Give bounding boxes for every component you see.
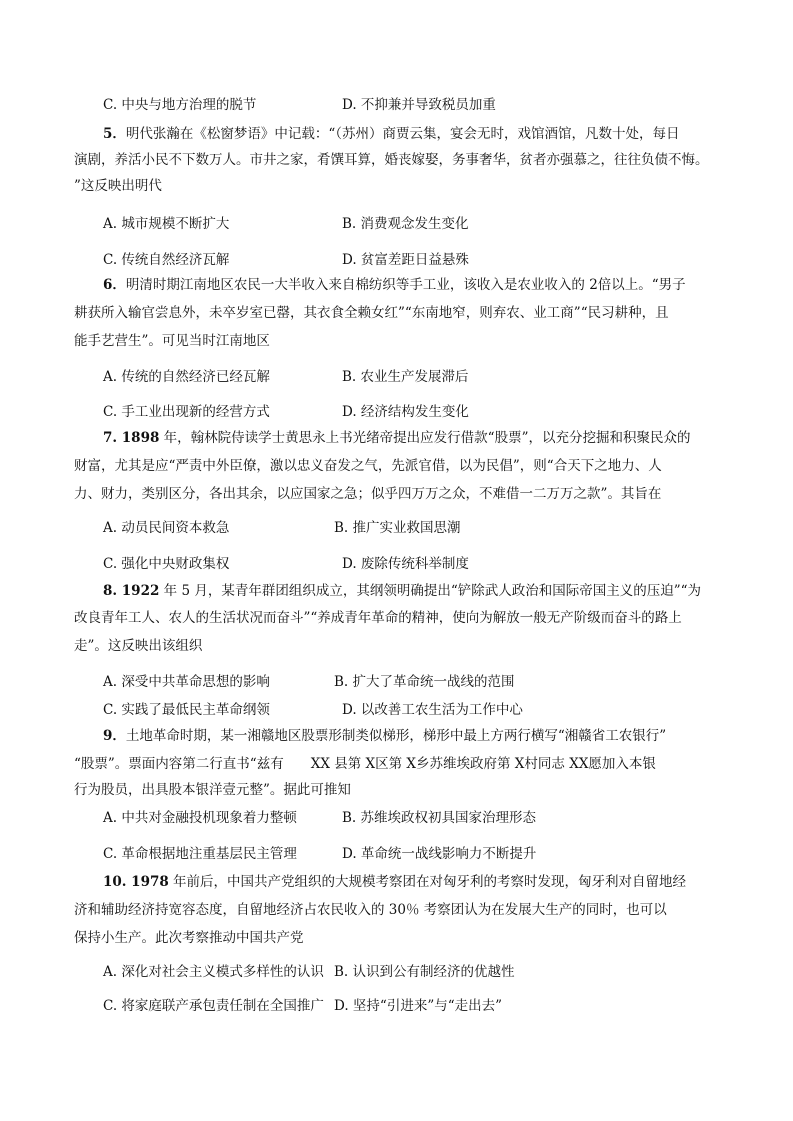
q8-option-d[interactable]: D. 以改善工农生活为工作中心 [342, 702, 523, 718]
question-7-line-2: 财富，尤其是应“严责中外臣僚，激以忠义奋发之气，先派官借，以为民倡”，则“合天下之地力、人 [74, 458, 662, 474]
q4-option-c[interactable]: C. 中央与地方治理的脱节 [103, 97, 257, 113]
q8-option-b[interactable]: B. 扩大了革命统一战线的范围 [334, 674, 515, 690]
question-5-line-2: 演剧，养活小民不下数万人。市井之家，肴馔耳算，婚丧嫁娶，务事奢华，贫者亦强慕之，往往负债不悔。 [74, 152, 709, 168]
q9-option-c[interactable]: C. 革命根据地注重基层民主管理 [103, 846, 297, 862]
question-8-number: 8. 1922 [103, 583, 160, 599]
question-6-line-1: 6．明清时期江南地区农民一大半收入来自棉纺织等手工业，该收入是农业收入的 2倍以上。“男子 [103, 277, 686, 293]
question-9-line-1: 9．土地革命时期，某一湘赣地区股票形制类似梯形，梯形中最上方两行横写“湘赣省工农银行” [103, 728, 667, 744]
q7-option-c[interactable]: C. 强化中央财政集权 [103, 556, 230, 572]
q10-option-c[interactable]: C. 将家庭联产承包责任制在全国推广 [103, 998, 324, 1014]
question-9-number: 9． [103, 728, 126, 744]
q9-option-d[interactable]: D. 革命统一战线影响力不断提升 [342, 846, 537, 862]
question-8-line-3: 走”。这反映出该组织 [74, 638, 203, 654]
q10-option-a[interactable]: A. 深化对社会主义模式多样性的认识 [103, 964, 324, 980]
q5-option-d[interactable]: D. 贫富差距日益悬殊 [342, 252, 469, 268]
question-9-line-3: 行为股员，出具股本银洋壹元整”。据此可推知 [74, 782, 351, 798]
question-6-line-2: 耕获所入输官尝息外，未卒岁室已罄，其衣食全赖女红”“东南地窄，则弃农、业工商”“民习耕种，且 [74, 305, 669, 321]
q10-option-b[interactable]: B. 认识到公有制经济的优越性 [334, 964, 515, 980]
q6-option-d[interactable]: D. 经济结构发生变化 [342, 404, 469, 420]
q9-option-b[interactable]: B. 苏维埃政权初具国家治理形态 [342, 810, 537, 826]
q6-option-b[interactable]: B. 农业生产发展滞后 [342, 369, 469, 385]
q4-option-d[interactable]: D. 不抑兼并导致税员加重 [342, 97, 496, 113]
question-10-number: 10. 1978 [103, 874, 169, 890]
q8-option-a[interactable]: A. 深受中共革命思想的影响 [103, 674, 270, 690]
question-10-line-2: 济和辅助经济持宽容态度，自留地经济占农民收入的 30％ 考察团认为在发展大生产的同时，也可以 [74, 902, 667, 918]
question-6-line-3: 能手艺营生”。可见当时江南地区 [74, 333, 270, 349]
q5-option-b[interactable]: B. 消费观念发生变化 [342, 216, 469, 232]
q7-option-b[interactable]: B. 推广实业救国思潮 [334, 520, 461, 536]
question-10-line-3: 保持小生产。此次考察推动中国共产党 [74, 930, 304, 946]
question-10-line-1: 10. 1978 年前后，中国共产党组织的大规模考察团在对匈牙利的考察时发现，匈牙利对自留地经 [103, 874, 687, 890]
q5-option-a[interactable]: A. 城市规模不断扩大 [103, 216, 230, 232]
q7-option-a[interactable]: A. 动员民间资本救急 [103, 520, 230, 536]
q8-option-c[interactable]: C. 实践了最低民主革命纲领 [103, 702, 270, 718]
question-9-line-2: “股票”。票面内容第二行直书“兹有 XX 县第 X区第 X乡苏维埃政府第 X村同志 XX愿加入本银 [74, 756, 656, 772]
q5-option-c[interactable]: C. 传统自然经济瓦解 [103, 252, 230, 268]
question-7-line-1: 7. 1898 年，翰林院侍读学士黄思永上书光绪帝提出应发行借款“股票”，以充分挖掘和积聚民众的 [103, 430, 691, 446]
question-7-number: 7. 1898 [103, 430, 160, 446]
q6-option-a[interactable]: A. 传统的自然经济已经瓦解 [103, 369, 270, 385]
q9-option-a[interactable]: A. 中共对金融投机现象着力整顿 [103, 810, 297, 826]
question-5-line-3: ”这反映出明代 [74, 178, 162, 194]
question-8-line-1: 8. 1922 年 5 月，某青年群团组织成立，其纲领明确提出“铲除武人政治和国际帝国主义的压迫”“为 [103, 583, 702, 599]
question-5-number: 5． [103, 126, 126, 142]
question-5-line-1: 5．明代张瀚在《松窗梦语》中记载：“（苏州）商贾云集，宴会无时，戏馆酒馆，凡数十处，每日 [103, 126, 680, 142]
question-7-line-3: 力、财力，类别区分，各出其余，以应国家之急；似乎四万万之众，不难借一二万万之款”。其旨在 [74, 486, 662, 502]
q6-option-c[interactable]: C. 手工业出现新的经营方式 [103, 404, 270, 420]
question-8-line-2: 改良青年工人、农人的生活状况而奋斗”“养成青年革命的精神，使向为解放一般无产阶级而奋斗的路上 [74, 610, 682, 626]
q10-option-d[interactable]: D. 坚持“引进来”与“走出去” [334, 998, 503, 1014]
question-6-number: 6． [103, 277, 126, 293]
q7-option-d[interactable]: D. 废除传统科举制度 [342, 556, 469, 572]
